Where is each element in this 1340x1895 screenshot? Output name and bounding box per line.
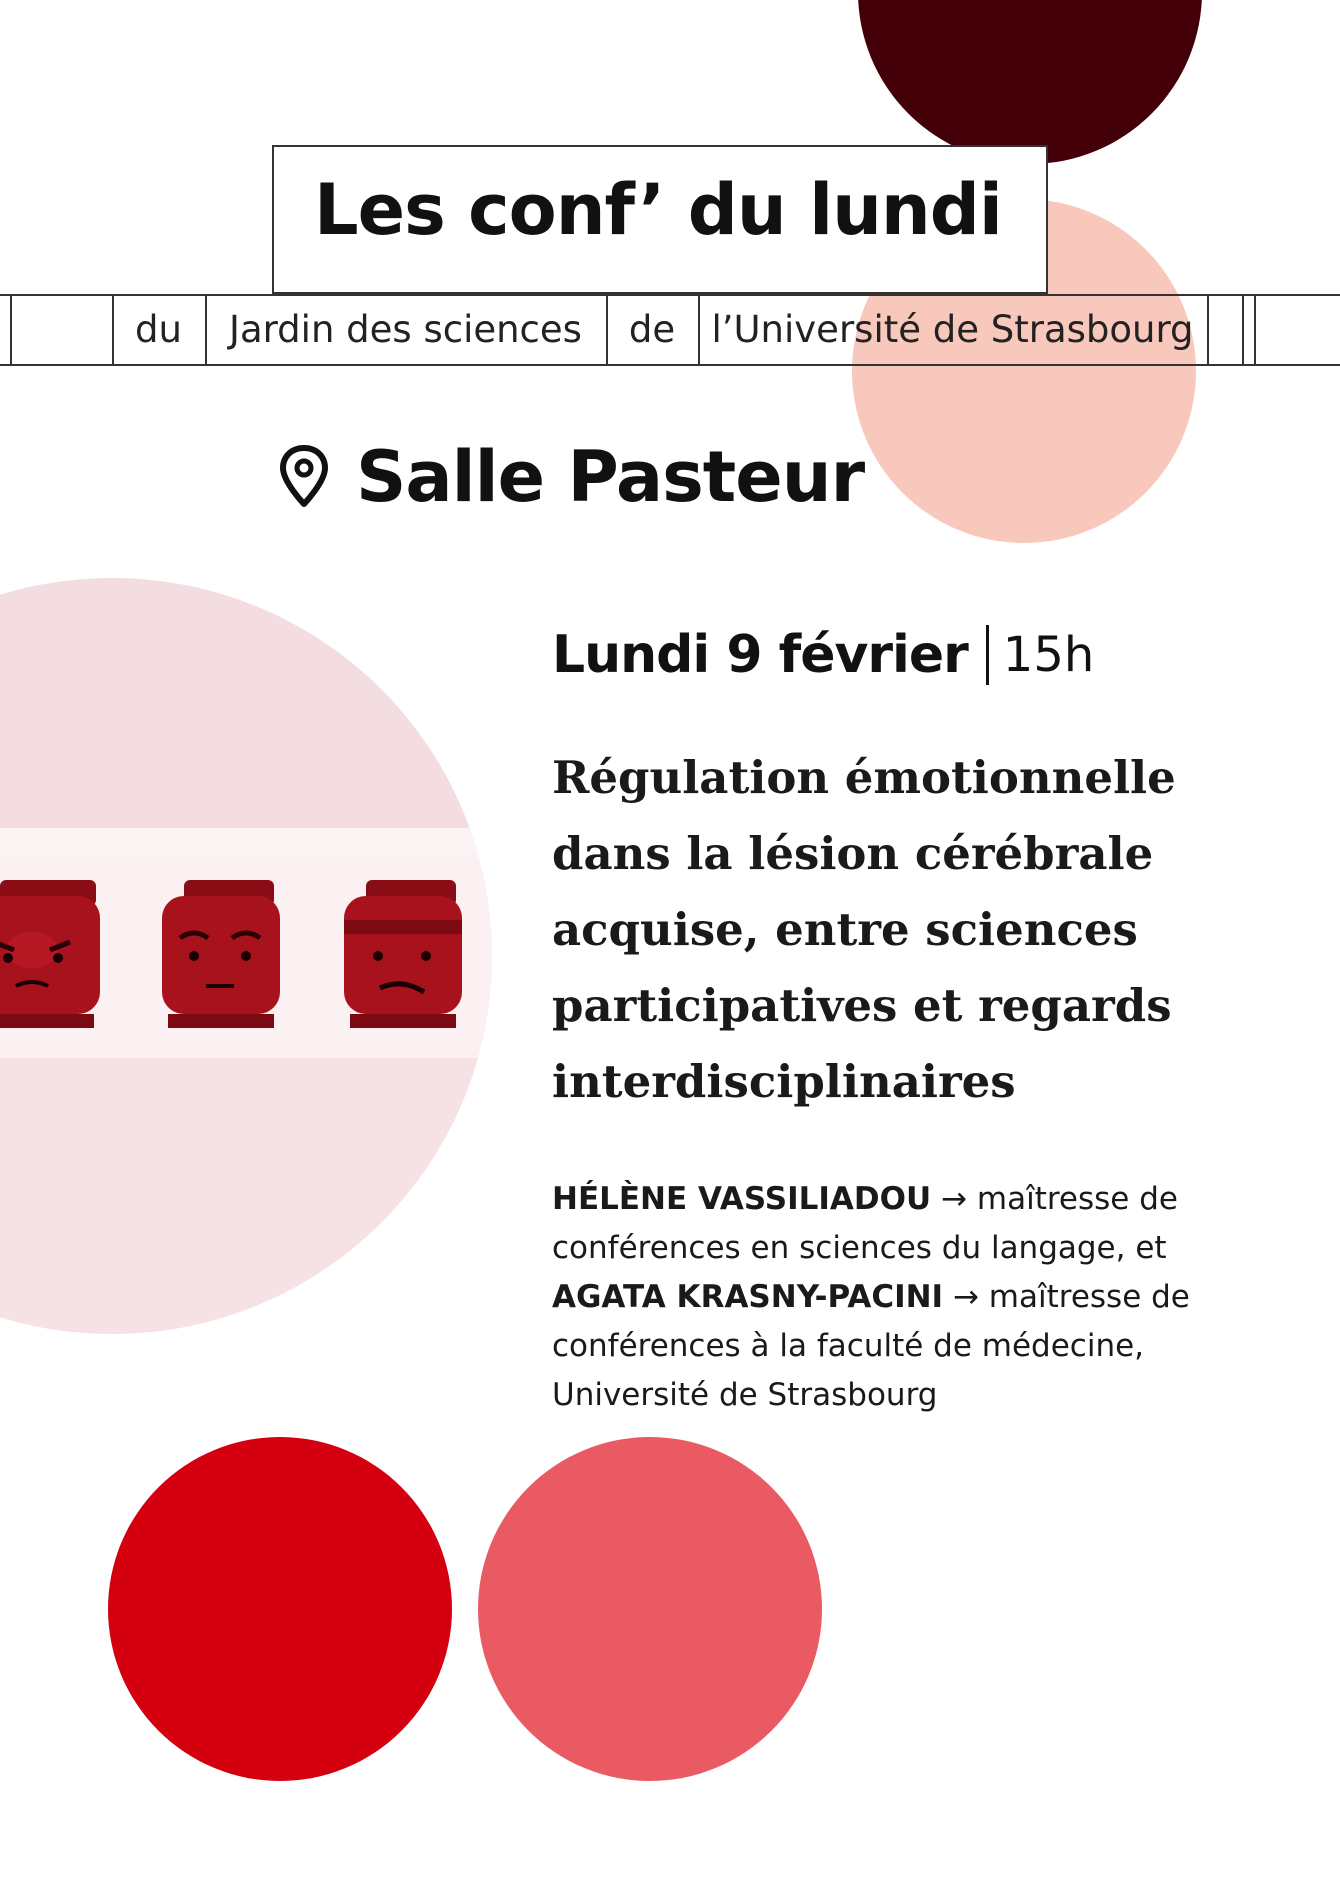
strip-du: du (135, 308, 182, 351)
speaker-1-name: HÉLÈNE VASSILIADOU (552, 1181, 932, 1217)
strip-divider (1242, 294, 1244, 366)
event-time: 15h (1002, 627, 1095, 683)
arrow-right-icon: → (952, 1279, 979, 1315)
speaker-1-role: maîtresse de conférences en sciences du langage, et (552, 1181, 1178, 1266)
venue (278, 432, 864, 522)
lego-head-frown (162, 880, 280, 1028)
arrow-right-icon: → (941, 1181, 968, 1217)
talk-title (552, 740, 1192, 1120)
talk-title-line: acquise, entre sciences (552, 903, 1138, 956)
red-circle (108, 1437, 452, 1781)
lego-heads-photo (0, 578, 492, 1334)
lego-head-angry (0, 880, 100, 1028)
strip-divider (1254, 294, 1256, 366)
strip-de: de (628, 308, 676, 351)
date-separator (986, 625, 989, 685)
series-title: Les conf’ du lundi (314, 169, 1002, 251)
maroon-circle (858, 0, 1202, 164)
lego-head-grimace (344, 880, 462, 1028)
strip-universite: l’Université de Strasbourg (711, 308, 1194, 351)
speakers (552, 1175, 1232, 1420)
strip-divider (1207, 294, 1209, 366)
strip-divider (10, 294, 12, 366)
talk-title-line: dans la lésion cérébrale (552, 827, 1154, 880)
location-pin-icon (278, 444, 330, 510)
venue-name: Salle Pasteur (356, 436, 865, 518)
speaker-2-name: AGATA KRASNY-PACINI (552, 1279, 944, 1315)
title-box (272, 145, 1048, 294)
talk-title-line: Régulation émotionnelle (552, 751, 1176, 804)
photo-circle (0, 578, 492, 1334)
event-date: Lundi 9 février (552, 625, 968, 685)
coral-circle (478, 1437, 822, 1781)
talk-title-line: participatives et regards (552, 979, 1172, 1032)
talk-title-line: interdisciplinaires (552, 1055, 1016, 1108)
date-line (552, 625, 1094, 685)
strip-jardin-des-sciences: Jardin des sciences (229, 308, 582, 351)
speaker-2-role: maîtresse de conférences à la faculté de médecine, Université de Strasbourg (552, 1279, 1190, 1413)
